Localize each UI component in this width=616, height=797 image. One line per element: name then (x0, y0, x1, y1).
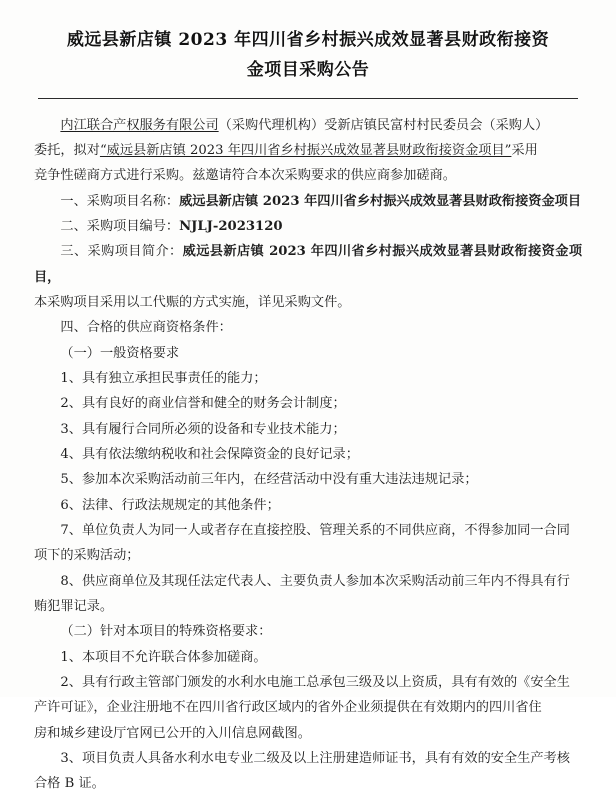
general-req-2-num: 2、 (60, 396, 82, 412)
page-title-line-1: 威远县新店镇 2023 年四川省乡村振兴成效显著县财政衔接资 (66, 30, 550, 50)
special-req-1-text: 本项目不允许联合体参加磋商。 (81, 649, 267, 665)
general-req-7-text: 单位负责人为同一人或者存在直接控股、管理关系的不同供应商，不得参加同一合同 (81, 523, 570, 538)
item-project-name (34, 189, 582, 214)
special-req-2-cont-1: 产许可证》，企业注册地不在四川省行政区域内的省外企业须提供在有效期内的四川省住 (34, 700, 542, 716)
general-req-8 (34, 569, 582, 594)
general-req-1 (34, 366, 582, 391)
general-req-7-num: 7、 (60, 523, 82, 538)
intro-text-b: （采购人） (482, 117, 549, 133)
special-req-3-num: 3、 (60, 751, 82, 767)
item-2-value: NJLJ-2023120 (179, 218, 283, 234)
special-req-2-cont-2: 房和城乡建设厅官网已公开的入川信息网截图。 (34, 725, 311, 741)
intro-text-c: 委托，拟对 (34, 142, 100, 158)
general-req-3 (34, 417, 582, 442)
general-req-7-cont: 项下的采购活动； (34, 548, 140, 564)
project-name-quoted: “威远县新店镇 2023 年四川省乡村振兴成效显著县财政衔接资金项目” (99, 142, 512, 158)
general-req-5-text: 参加本次采购活动前三年内，在经营活动中没有重大违法违规记录； (81, 472, 478, 488)
general-req-2 (34, 391, 582, 416)
general-req-6 (34, 493, 582, 518)
general-req-4 (34, 442, 582, 467)
special-req-3 (34, 746, 582, 771)
item-supplier-qualifications: 四、合格的供应商资格条件： (60, 320, 232, 336)
special-req-2-num: 2、 (60, 675, 82, 691)
purchaser-name: 新店镇民富村村民委员会 (337, 117, 483, 133)
intro-text-a: （采购代理机构）受 (218, 117, 338, 133)
document-body (34, 113, 582, 797)
general-req-1-text: 具有独立承担民事责任的能力； (81, 370, 267, 386)
intro-paragraph-line-1 (34, 113, 582, 138)
general-req-8-text: 供应商单位及其现任法定代表人、主要负责人参加本次采购活动前三年内不得具有行 (81, 573, 570, 589)
intro-paragraph-line-2 (34, 138, 582, 163)
special-req-1 (34, 645, 582, 670)
item-1-label: 一、采购项目名称： (60, 193, 180, 209)
special-req-2 (34, 670, 582, 695)
general-req-5-num: 5、 (60, 472, 82, 488)
general-req-8-cont: 贿犯罪记录。 (34, 599, 114, 615)
special-req-1-num: 1、 (60, 649, 82, 665)
item-project-number (34, 214, 582, 239)
title-divider (38, 98, 578, 99)
general-req-2-text: 具有良好的商业信誉和健全的财务会计制度； (81, 396, 346, 412)
agency-name: 内江联合产权服务有限公司 (60, 117, 219, 133)
item-3-label: 三、采购项目简介： (60, 244, 183, 260)
general-req-4-text: 具有依法缴纳税收和社会保障资金的良好记录； (81, 446, 359, 462)
general-req-4-num: 4、 (60, 446, 82, 462)
item-3-value: 威远县新店镇 2023 年四川省乡村振兴成效显著县财政衔接资金项目， (34, 244, 583, 285)
section-special-title: （二）针对本项目的特殊资格要求： (60, 624, 272, 640)
general-req-8-num: 8、 (60, 573, 82, 589)
general-req-3-num: 3、 (60, 421, 82, 437)
general-req-6-num: 6、 (60, 497, 82, 513)
page-title-line-2: 金项目采购公告 (246, 59, 370, 80)
section-general-title: （一）一般资格要求 (60, 345, 180, 361)
page-title (34, 26, 582, 86)
intro-paragraph-line-3 (34, 163, 582, 188)
general-req-6-text: 法律、行政法规规定的其他条件； (81, 497, 280, 513)
general-req-1-num: 1、 (60, 370, 82, 386)
special-req-2-text: 具有行政主管部门颁发的水利水电施工总承包三级及以上资质，具有有效的《安全生 (81, 675, 570, 691)
general-req-3-text: 具有履行合同所必须的设备和专业技术能力； (81, 421, 346, 437)
item-1-value: 威远县新店镇 2023 年四川省乡村振兴成效显著县财政衔接资金项目 (179, 193, 582, 209)
special-req-3-cont-1: 合格 B 证。 (34, 776, 105, 792)
item-2-label: 二、采购项目编号： (60, 218, 180, 234)
general-req-5 (34, 467, 582, 492)
special-req-3-text: 项目负责人具备水利水电专业二级及以上注册建造师证书，具有有效的安全生产考核 (81, 751, 570, 767)
general-req-7 (34, 518, 582, 543)
intro-text-d: 采用 (511, 142, 538, 158)
intro-text-e: 竞争性磋商方式进行采购。兹邀请符合本次采购要求的供应商参加磋商。 (34, 168, 456, 184)
item-project-intro-cont: 本采购项目采用以工代赈的方式实施，详见采购文件。 (34, 294, 351, 310)
item-project-intro (34, 239, 582, 290)
